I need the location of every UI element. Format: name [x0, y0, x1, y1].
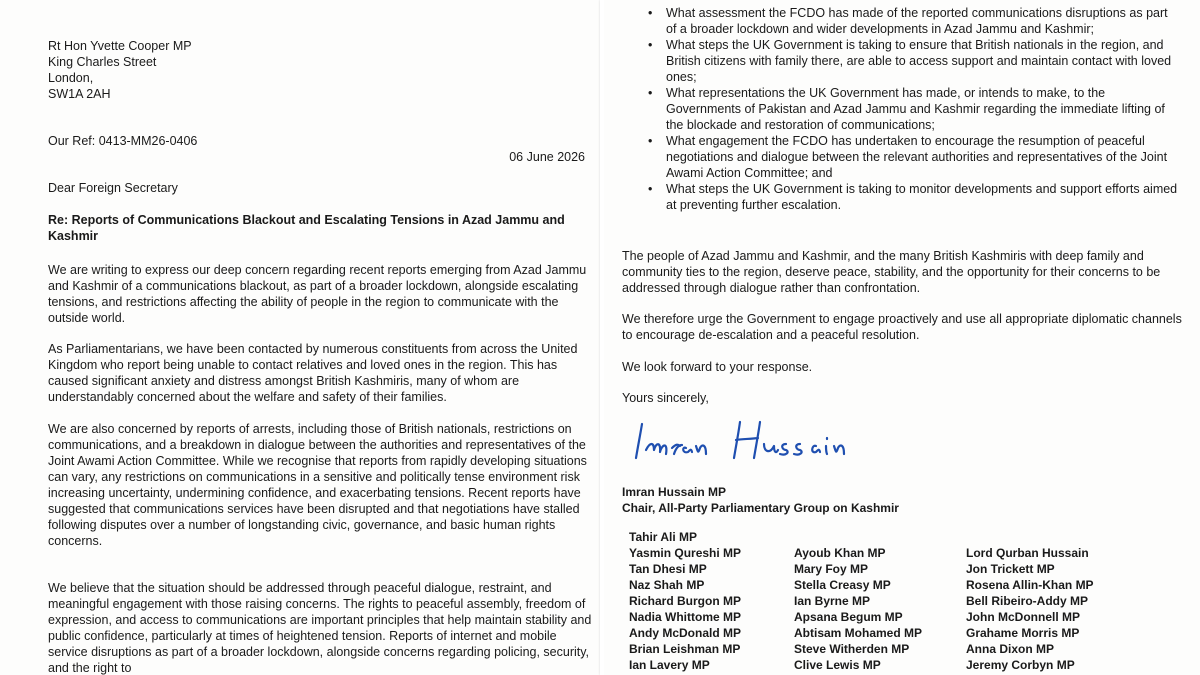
list-item-text: What engagement the FCDO has undertaken to encourage the resumption of peaceful negotiations and dialogue between the relevant authorities and representatives of the Joint Awami Action Committee; and	[666, 134, 1168, 180]
signatory: Ayoub Khan MP	[794, 546, 886, 560]
reference-number: Our Ref: 0413-MM26-0406	[48, 134, 198, 148]
list-item-text: What steps the UK Government is taking to monitor developments and support efforts aimed at preventing further escalation.	[666, 182, 1178, 212]
closing: Yours sincerely,	[622, 391, 709, 405]
list-item	[621, 181, 1181, 213]
address-line: London,	[48, 71, 94, 85]
signatory: Mary Foy MP	[794, 562, 869, 576]
list-item	[621, 85, 1181, 133]
signatory: Steve Witherden MP	[794, 642, 910, 656]
bullet-icon: •	[648, 38, 653, 52]
signatory-column-3	[966, 545, 1094, 673]
signatory: Bell Ribeiro-Addy MP	[966, 594, 1089, 608]
bullet-icon: •	[648, 134, 653, 148]
letter-page-2	[604, 0, 1200, 675]
recipient-address	[48, 38, 192, 102]
signer-block	[622, 484, 899, 516]
subject-line: Re: Reports of Communications Blackout and Escalating Tensions in Azad Jammu and Kashmir	[48, 213, 565, 243]
list-item	[621, 5, 1181, 37]
bullet-icon: •	[648, 6, 653, 20]
signatory: Yasmin Qureshi MP	[629, 546, 742, 560]
signatory-column-1	[629, 529, 741, 673]
signature-text: Imran Hussain	[624, 412, 631, 413]
signatory: Jon Trickett MP	[966, 562, 1055, 576]
list-item-text: What steps the UK Government is taking to ensure that British nationals in the region, and British citizens with family there, are able to access support and maintain contact with loved ones;	[666, 38, 1172, 84]
signatory: Nadia Whittome MP	[629, 610, 742, 624]
signatory: Andy McDonald MP	[629, 626, 742, 640]
signatory: Rosena Allin-Khan MP	[966, 578, 1094, 592]
body-paragraph: We are writing to express our deep concern regarding recent reports emerging from Azad Jammu and Kashmir of a communications blackout, as part of a broader lockdown, alongside escalating tensions, and restrictions affecting the ability of people in the region to communicate with the outside world.	[48, 263, 587, 325]
signatory: Naz Shah MP	[629, 578, 705, 592]
address-line: King Charles Street	[48, 55, 157, 69]
signatory: Anna Dixon MP	[966, 642, 1055, 656]
body-paragraph: We are also concerned by reports of arrests, including those of British nationals, restrictions on communications, and a breakdown in dialogue between the authorities and representatives of the Joint Awami Action Committee. While we recognise that reports from rapidly developing situations can vary, any restrictions on communications in a sensitive and politically tense environment risk increasing uncertainty, undermining confidence, and exacerbating tensions. Recent reports have suggested that communications services have been disrupted and that negotiations have stalled following disputes over a number of longstanding civic, governance, and basic human rights concerns.	[48, 422, 587, 548]
signatory-column-2	[794, 545, 922, 673]
body-paragraph: The people of Azad Jammu and Kashmir, and the many British Kashmiris with deep family and community ties to the region, deserve peace, stability, and the opportunity for their concerns to be addressed through dialogue rather than confrontation.	[622, 249, 1161, 295]
signatory: Stella Creasy MP	[794, 578, 891, 592]
list-item-text: What assessment the FCDO has made of the reported communications disruptions as part of a broader lockdown and wider developments in Azad Jammu and Kashmir;	[666, 6, 1168, 36]
signatory: Jeremy Corbyn MP	[966, 658, 1075, 672]
signatory: John McDonnell MP	[966, 610, 1080, 624]
signatory: Richard Burgon MP	[629, 594, 742, 608]
signatory: Ian Byrne MP	[794, 594, 871, 608]
list-item	[621, 37, 1181, 85]
body-paragraph: We believe that the situation should be addressed through peaceful dialogue, restraint, and meaningful engagement with those raising concerns. The rights to peaceful assembly, freedom of expression, and access to communications are important principles that help maintain stability and public confidence, particularly at times of heightened tension. Reports of internet and mobile service disruptions as part of a broader lockdown, alongside concerns regarding policing, security, and the right to	[48, 581, 592, 675]
signatory: Tan Dhesi MP	[629, 562, 707, 576]
bullet-icon: •	[648, 86, 653, 100]
address-line: Rt Hon Yvette Cooper MP	[48, 39, 192, 53]
signatory: Tahir Ali MP	[629, 530, 698, 544]
letter-date: 06 June 2026	[509, 150, 585, 164]
salutation: Dear Foreign Secretary	[48, 181, 178, 195]
signatory: Brian Leishman MP	[629, 642, 741, 656]
signatory: Abtisam Mohamed MP	[794, 626, 923, 640]
body-paragraph: As Parliamentarians, we have been contacted by numerous constituents from across the United Kingdom who report being unable to contact relatives and loved ones in the region. This has caused significant anxiety and distress amongst British Kashmiris, many of whom are understandably concerned about the welfare and safety of their families.	[48, 342, 578, 404]
signatory: Grahame Morris MP	[966, 626, 1080, 640]
address-line: SW1A 2AH	[48, 87, 111, 101]
signatory: Ian Lavery MP	[629, 658, 710, 672]
question-list	[621, 5, 1181, 213]
signer-name: Imran Hussain MP	[622, 485, 727, 499]
body-paragraph: We look forward to your response.	[622, 360, 813, 374]
list-item-text: What representations the UK Government has made, or intends to make, to the Governments of Pakistan and Azad Jammu and Kashmir regarding the immediate lifting of the blockade and restoration of communications;	[666, 86, 1165, 132]
signatory: Clive Lewis MP	[794, 658, 881, 672]
bullet-icon: •	[648, 182, 653, 196]
signatory: Lord Qurban Hussain	[966, 546, 1089, 560]
signer-title: Chair, All-Party Parliamentary Group on Kashmir	[622, 501, 899, 515]
handwritten-signature	[624, 412, 884, 472]
list-item	[621, 133, 1181, 181]
signatory: Apsana Begum MP	[794, 610, 903, 624]
body-paragraph: We therefore urge the Government to engage proactively and use all appropriate diplomatic channels to encourage de-escalation and a peaceful resolution.	[622, 312, 1182, 342]
